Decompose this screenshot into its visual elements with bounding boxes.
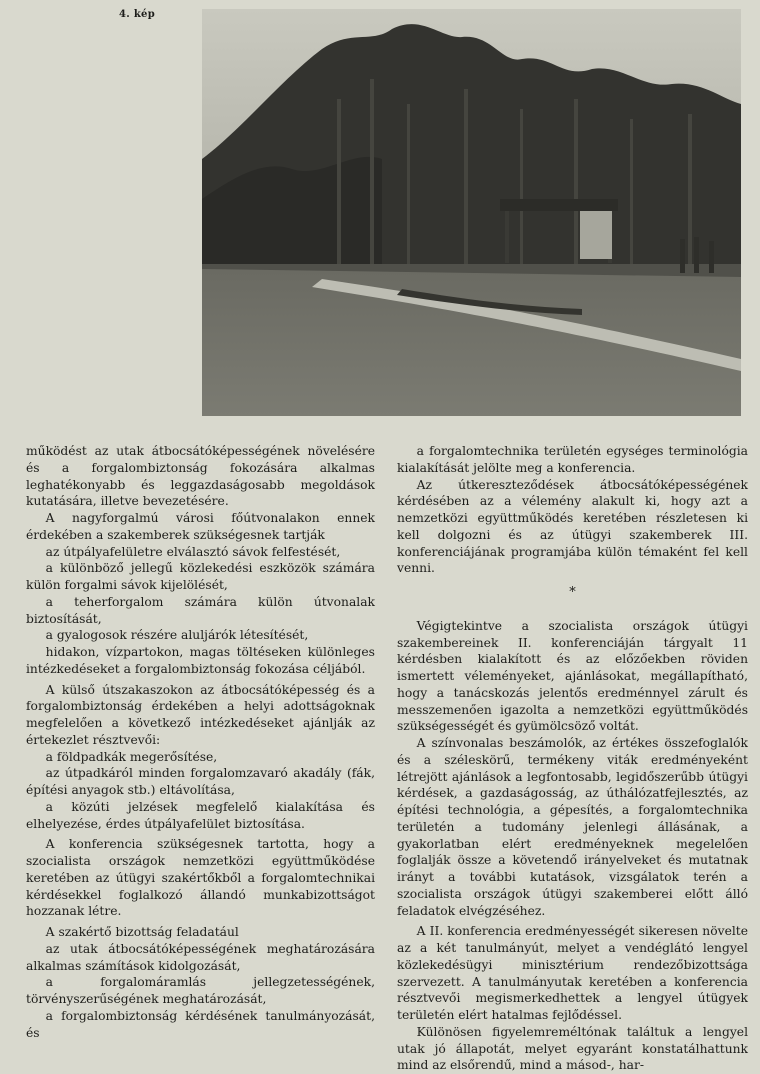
photograph-illustration (202, 9, 741, 416)
paragraph: a gyalogosok részére aluljárók létesítését, (45, 628, 309, 643)
right-column-bottom (397, 618, 748, 1074)
paragraph: hidakon, vízpartokon, magas töltéseken különleges intézkedéseket a forgalombiztonság fokozása céljából. (26, 645, 375, 676)
paragraph: a forgalomáramlás jellegzetességének, törvényszerűségének meghatározását, (26, 975, 375, 1006)
paragraph: az útpályafelületre elválasztó sávok felfestését, (45, 544, 341, 559)
paragraph: Végigtekintve a szocialista országok útügyi szakembereinek II. konferenciáján tárgyalt 11 kérdésben kialakított és az előzőekben röviden ismertett véleményeket, ajánlásokat, megállapítható, hogy a tanácskozás jelentős eredménnyel zárult és messzemenően igazolta a nemzetközi együttműködés szükségességét és gyümölcsöző voltát. (397, 618, 748, 734)
paragraph: A konferencia szükségesnek tartotta, hogy a szocialista országok nemzetközi együttműködése keretében az útügyi szakértőkből a forgalomtechnikai kérdésekkel foglalkozó állandó munkabizottságot hozzanak létre. (26, 837, 375, 919)
right-column (397, 443, 748, 1074)
paragraph: működést az utak átbocsátóképességének növelésére és a forgalombiztonság fokozására alkalmas leghatékonyabb és leggazdaságosabb megoldások kutatására, illetve bevezetésére. (26, 444, 375, 509)
section-separator: * (569, 585, 576, 600)
paragraph: az utak átbocsátóképességének meghatározására alkalmas számítások kidolgozását, (26, 941, 375, 973)
figure-label: 4. kép (119, 9, 156, 20)
paragraph: az útpadkáról minden forgalomzavaró akadály (fák, építési anyagok stb.) eltávolítása, (26, 766, 375, 797)
paragraph: a közúti jelzések megfelelő kialakítása és elhelyezése, érdes útpályafelület biztosítása. (26, 799, 375, 831)
paragraph: Az útkereszteződések átbocsátóképességének kérdésében az a vélemény alakult ki, hogy azt a nemzetközi együttműködés keretében részletesen ki kell dolgozni és az útügyi szakemberek III. konferenciájának programjába külön témaként fel kell venni. (397, 477, 748, 576)
right-column-top (397, 443, 748, 577)
paragraph: a különböző jellegű közlekedési eszközök számára külön forgalmi sávok kijelölését, (26, 561, 375, 592)
paragraph: A színvonalas beszámolók, az értékes összefoglalók és a széleskörű, termékeny viták eredményeként létrejött ajánlások a legfontosabb, legidőszerűbb útügyi kérdések, a gazdaságosság, az úthálózatfejlesztés, az építési technológia, a gépesítés, a forgalomtechnika területén a tudomány jelenlegi állásának, a gyakorlatban elért eredményeknek megelelően foglalják össze a követendő irányelveket és mutatnak irányt a további kutatások, vizsgálatok terén a szocialista országok útügyi szakemberei előtt álló feladatok elvégzéséhez. (397, 736, 748, 918)
paragraph: a forgalomtechnika területén egységes terminológia kialakítását jelölte meg a konferencia. (397, 444, 748, 475)
photograph (202, 9, 741, 416)
paragraph: a forgalombiztonság kérdésének tanulmányozását, és (26, 1008, 375, 1040)
paragraph: a teherforgalom számára külön útvonalak biztosítását, (26, 594, 375, 626)
paragraph: A nagyforgalmú városi főútvonalakon ennek érdekében a szakemberek szükségesnek tartják (26, 511, 375, 542)
left-column (26, 443, 375, 1041)
paragraph: Különösen figyelemreméltónak találtuk a lengyel utak jó állapotát, melyet egyaránt konstatálhattunk mind az elsőrendű, mind a másod-, har- (397, 1024, 748, 1073)
paragraph: A szakértő bizottság feladatául (45, 925, 239, 939)
paragraph: A II. konferencia eredményességét sikeresen növelte az a két tanulmányút, melyet a vendéglátó lengyel közlekedésügyi minisztérium rendezőbizottsága szervezett. A tanulmányutak keretében a konferencia résztvevői megismerkedhettek a lengyel útügyek területén elért hatalmas fejlődéssel. (397, 924, 748, 1022)
paragraph: a földpadkák megerősítése, (45, 749, 218, 764)
paragraph: A külső útszakaszokon az átbocsátóképesség és a forgalombiztonság érdekében a helyi adottságoknak megfelelően a következő intézkedéseket ajánlják az értekezlet résztvevői: (26, 682, 375, 747)
